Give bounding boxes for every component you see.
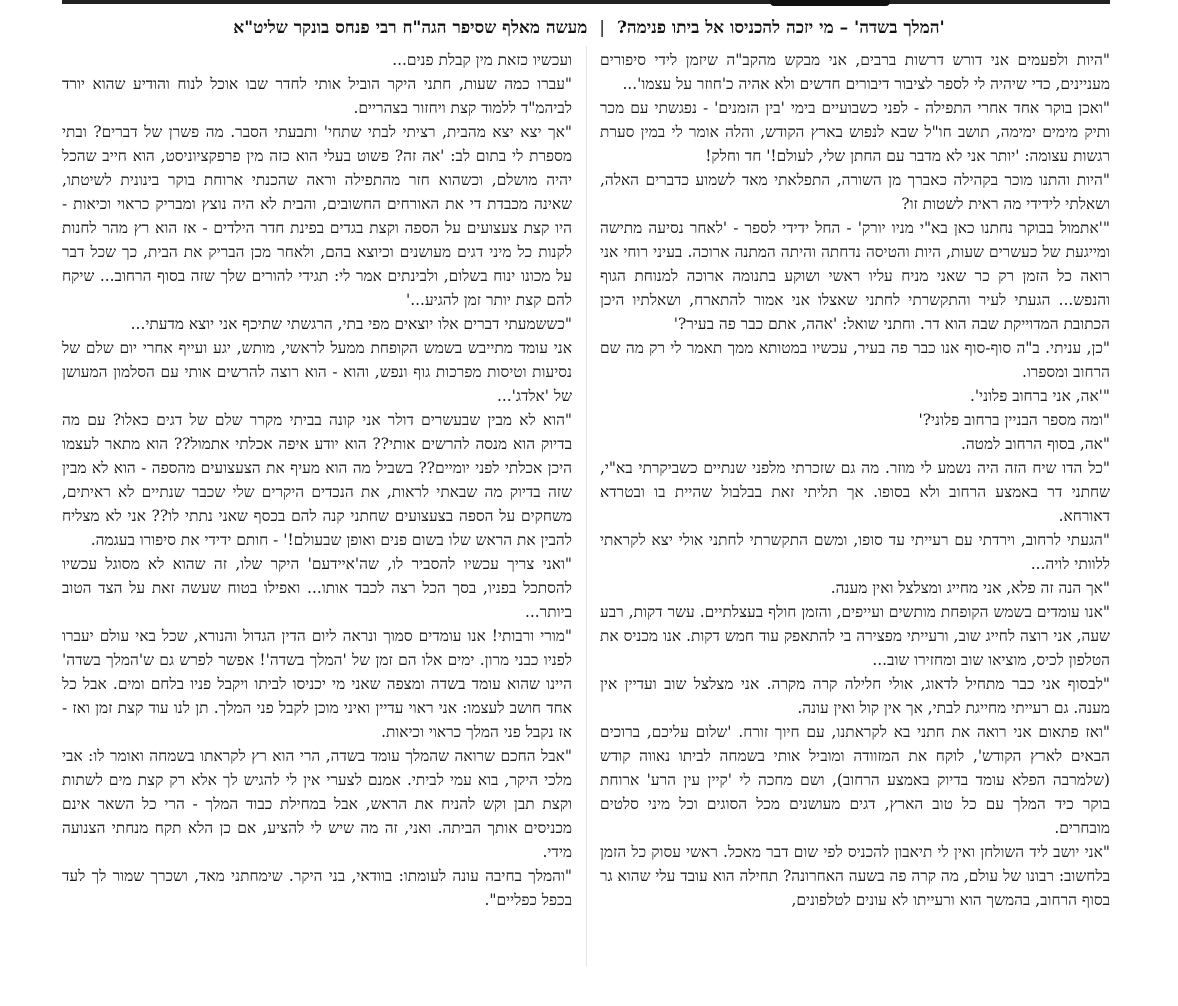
paragraph: "אבל החכם שרואה שהמלך עומד בשדה, הרי הוא רץ לקראתו בשמחה ואומר לו: אבי מלכי היקר, בוא עמי לביתי. אמנם לצערי אין לי להגיש לך אלא רק קצת מים לשתות וקצת תבן וקש להניח את הראש, אבל במחילת כבוד המלך - הרי כל השאר אינם מכניסים אותך הביתה. ואני, זה מה שיש לי להציע, אם כן הלא תקח מנחתי הצנועה מידי. [62, 747, 572, 861]
paragraph: "אך הנה זה פלא, אני מחייג ומצלצל ואין מענה. [830, 579, 1110, 597]
article-title: 'המלך בשדה' – מי יזכה להכניסו אל ביתו פנימה? [616, 18, 945, 38]
paragraph: "לבסוף אני כבר מתחיל לדאוג, אולי חלילה קרה מקרה. אני מצלצל שוב ועדיין אין מענה. גם רעייתי מחייגת לבתי, אך אין קול ואין עונה. [600, 675, 1110, 717]
paragraph: "היות והתנו מוכר בקהילה כאברך מן השורה, התפלאתי מאד לשמוע כדברים האלה, ושאלתי לידידי מה ראית לשטות זו? [600, 171, 1110, 213]
paragraph: "עברו כמה שעות, חתני היקר הוביל אותי לחדר שבו אוכל לנוח והודיע שהוא יורד לביהמ"ד ללמוד קצת ויחזור בצהריים. [62, 75, 572, 117]
paragraph: "היות ולפעמים אני דורש דרשות ברבים, אני מבקש מהקב"ה שיזמן לידי סיפורים מעניינים, כדי שיהיה לי לספר לציבור דיבורים חדשים ולא אהיה כ'חוזר על עצמו'... [600, 51, 1110, 93]
paragraph: "והמלך בחיבה עונה לעומתו: בוודאי, בני היקר. שימחתני מאד, ושכרך שמור לך לעד בכפל כפליים". [62, 867, 572, 909]
left-column [62, 48, 572, 912]
article-subtitle: מעשה מאלף שסיפר הגה"ח רבי פנחס בונקר שליט"א [233, 18, 588, 38]
paragraph: "ואז פתאום אני רואה את חתני בא לקראתנו, עם חיוך זורח. 'שלום עליכם, ברוכים הבאים לארץ הקודש', לוקח את המזוודה ומוביל אותי בשמחה לביתו נאווה קודש (שלמרבה הפלא עומד בדיוק באמצע הרחוב), ושם מחכה לי 'קיין עין הרע' ארוחת בוקר כיד המלך עם כל טוב הארץ, דגים מעושנים מכל הסוגים וכל מיני סלטים מובחרים. [600, 723, 1110, 837]
paragraph: "הוא לא מבין שבעשרים דולר אני קונה בביתי מקרר שלם של דגים כאלו? עם מה בדיוק הוא מנסה להרשים אותי?? הוא יודע איפה אכלתי אתמול?? הוא מתאר לעצמו היכן אכלתי לפני יומיים?? בשביל מה הוא מעיף את הצעצועים מהספה - הוא לא מבין שזה בדיוק מה שבאתי לראות, את הנכדים היקרים שלי שכבר שנתיים לא ראיתים, משחקים על הספה בצעצועים שחתני קנה להם בכסף שאני נתתי לו?? אני לא מצליח להבין את הראש שלו בשום פנים ואופן שבעולם!' - חותם ידידי את סיפורו בעגמה. [62, 411, 572, 549]
paragraph: "ואני צריך עכשיו להסביר לו, שה'איידעם' היקר שלו, זה שהוא לא מסוגל עכשיו להסתכל בפניו, בסך הכל רצה לכבד אותו... ואפילו בטוח שעשה זאת על הצד הטוב ביותר... [62, 555, 572, 621]
paragraph: "אני יושב ליד השולחן ואין לי תיאבון להכניס לפי שום דבר מאכל. ראשי עסוק כל הזמן בלחשוב: רבונו של עולם, מה קרה פה בשעה האחרונה? תחילה הוא עובד עלי שהוא גר בסוף הרחוב, בהמשך הוא ורעייתו לא עונים לטלפונים, [600, 843, 1110, 909]
paragraph: "הגעתי לרחוב, וירדתי עם רעייתי עד סופו, ומשם התקשרתי לחתני אולי יצא לקראתי ללוותי לויה... [600, 531, 1110, 573]
top-rule [62, 0, 1110, 4]
paragraph: "כל הדו שיח הזה היה נשמע לי מוזר. מה גם שזכרתי מלפני שנתיים כשביקרתי בא"י, שחתני דר באמצע הרחוב ולא בסופו. אך תליתי זאת בבלבול שהיית בו ובטרדא דאורחא. [600, 459, 1110, 525]
paragraph: "'אה, אני ברחוב פלוני'. [969, 387, 1110, 405]
column-divider [586, 46, 587, 966]
top-rule-tab [770, 0, 890, 6]
paragraph: "ומה מספר הבניין ברחוב פלוני?' [918, 411, 1110, 429]
paragraph: "ואכן בוקר אחד אחרי התפילה - לפני כשבועיים בימי 'בין הזמנים' - נפגשתי עם מכר ותיק מימים ימימה, תושב חו"ל שבא לנפוש בארץ הקודש, והלה אומר לי במין סערת רגשות עצומה: 'יותר אני לא מדבר עם החתן שלי, לעולם!' חד וחלק! [600, 99, 1110, 165]
paragraph: "כן, עניתי. ב"ה סוף-סוף אנו כבר פה בעיר, עכשיו במטותא ממך תאמר לי רק מה שם הרחוב ומספרו. [600, 339, 1110, 381]
paragraph: "אה, בסוף הרחוב למטה. [960, 435, 1110, 453]
paragraph: "אנו עומדים בשמש הקופחת מותשים ועייפים, והזמן חולף בעצלתיים. עשר דקות, רבע שעה, אני רוצה לחייג שוב, ורעייתי מפצירה בי להתאפק עוד חמש דקות. אנו מכניס את הטלפון לכיס, מוציאו שוב ומחזירו שוב... [600, 603, 1110, 669]
right-column [600, 48, 1110, 912]
paragraph: "'אתמול בבוקר נחתנו כאן בא"י מניו יורק' - החל ידידי לספר - 'לאחר נסיעה מתישה ומייגעת של כעשרים שעות, היות והטיסה נדחתה והיתה המתנה ארוכה. בעיני רוחי אני רואה כל הזמן רק כר שאני מניח עליו ראשי ושוקע בתנומה ארוכה למנוחת הגוף והנפש... הגעתי לעיר והתקשרתי לחתני שאצלו אני אמור להתארח, ושאלתיו היכן הכתובת המדוייקת שבה הוא דר. וחתני שואל: 'אהה, אתם כבר פה בעיר?' [600, 219, 1110, 333]
paragraph: ועכשיו כזאת מין קבלת פנים... [392, 51, 572, 69]
paragraph: "כששמעתי דברים אלו יוצאים מפי בתי, הרגשתי שתיכף אני יוצא מדעתי... [130, 315, 572, 333]
paragraph: "מורי ורבותי! אנו עומדים סמוך ונראה ליום הדין הגדול והנורא, שכל באי עולם יעברו לפניו כבני מרון. ימים אלו הם זמן של 'המלך בשדה'! אפשר לפרש גם ש'המלך בשדה' היינו שהוא עומד בשדה ומצפה שאני מי יכניסו לביתו ויקבל פניו בלחם ומים. אבל כל אחד חושב לעצמו: אני ראוי עדיין ואיני מוכן לקבל פני המלך. תן לנו עוד קצת זמן ואז - אז נקבל פני המלך כראוי וכיאות. [62, 627, 572, 741]
paragraph: אני עומד מתייבש בשמש הקופחת ממעל לראשי, מותש, יגע ועייף אחרי יום שלם של נסיעות וטיסות מפרכות גוף ונפש, והוא - הוא רוצה להרשים אותי עם הסלמון המעושן של 'אלדג'... [62, 339, 572, 405]
header-separator: | [599, 18, 606, 38]
paragraph: "אך יצא יצא מהבית, רציתי לבתי שתחי' ותבעתי הסבר. מה פשרן של דברים? ובתי מספרת לי בתום לב: 'אה זה? פשוט בעלי הוא כזה מין פרפקציוניסט, הוא חייב שהכל יהיה מושלם, וכשהוא חזר מהתפילה וראה שהכנתי ארוחת בוקר בינונית לשיטתו, שאינה מכבדת די את האורחים החשובים, והבית לא היה נוצץ ומבריק כראוי וכיאות - היו קצת צעצועים על הספה וקצת בגדים בפינת חדר הילדים - אז הוא רץ מהר לחנות לקנות כל מיני דגים מעושנים וכיוצא בהם, ולאחר מכן הבריק את הבית, כך שכל דבר על מכונו ינוח בשלום, ולבינתים אמר לי: תגידי להורים שלך שזה בסוף הרחוב... שיקח להם קצת יותר זמן להגיע...' [62, 123, 572, 309]
article-header [0, 18, 1178, 38]
